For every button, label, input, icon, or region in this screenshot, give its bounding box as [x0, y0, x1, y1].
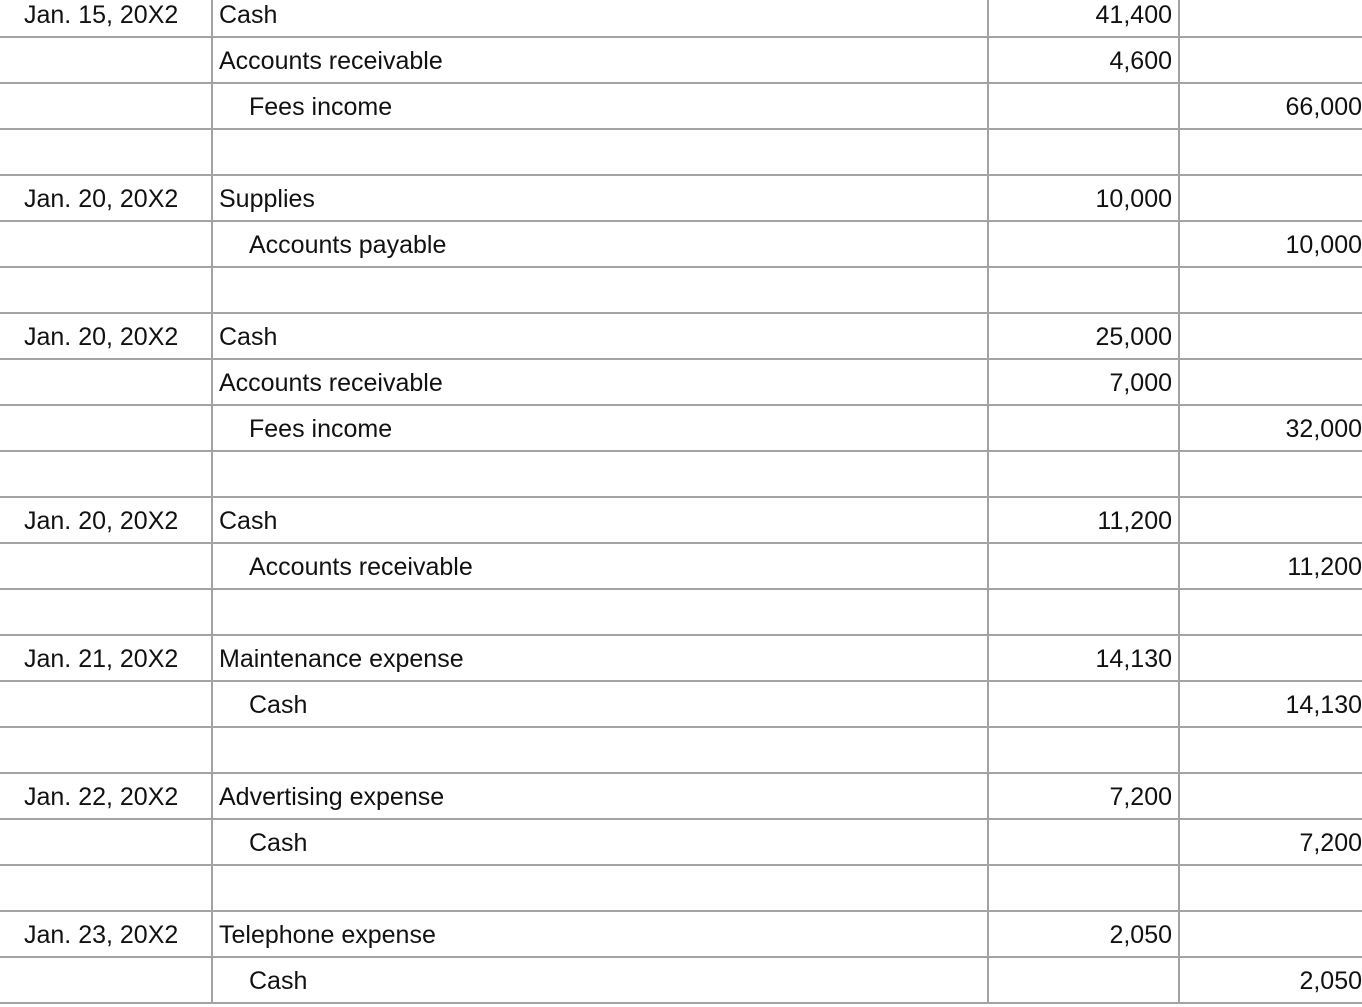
journal-row — [0, 84, 1362, 130]
entry-date — [0, 38, 211, 82]
entry-date — [0, 130, 211, 174]
credit-amount — [1178, 176, 1362, 220]
credit-account: Cash — [211, 820, 987, 864]
entry-date: Jan. 20, 20X2 — [24, 507, 179, 535]
credit-amount: 32,000 — [1178, 406, 1362, 450]
debit-amount — [987, 682, 1178, 726]
credit-amount — [1178, 636, 1362, 680]
credit-account: Accounts receivable — [211, 544, 987, 588]
debit-account: Cash — [211, 498, 987, 542]
debit-account — [211, 728, 987, 772]
debit-amount: 14,130 — [987, 636, 1178, 680]
journal-row — [0, 682, 1362, 728]
debit-account: Cash — [211, 0, 987, 36]
debit-account: Accounts receivable — [211, 38, 987, 82]
credit-amount — [1178, 590, 1362, 634]
debit-amount — [987, 544, 1178, 588]
journal-row — [0, 452, 1362, 498]
debit-amount: 2,050 — [987, 912, 1178, 956]
debit-amount: 7,200 — [987, 774, 1178, 818]
credit-amount: 11,200 — [1178, 544, 1362, 588]
credit-account: Fees income — [211, 84, 987, 128]
journal-row — [0, 544, 1362, 590]
entry-date — [0, 682, 211, 726]
debit-account: Cash — [211, 314, 987, 358]
credit-amount — [1178, 774, 1362, 818]
entry-date: Jan. 20, 20X2 — [24, 185, 179, 213]
entry-date — [0, 268, 211, 312]
credit-amount — [1178, 728, 1362, 772]
credit-amount — [1178, 130, 1362, 174]
entry-date — [0, 84, 211, 128]
credit-amount — [1178, 912, 1362, 956]
entry-date — [0, 958, 211, 1002]
journal-row — [0, 268, 1362, 314]
debit-amount — [987, 84, 1178, 128]
journal-row — [0, 774, 1362, 820]
entry-date — [0, 590, 211, 634]
debit-account: Supplies — [211, 176, 987, 220]
entry-date — [0, 406, 211, 450]
entry-date: Jan. 22, 20X2 — [24, 783, 179, 811]
debit-account — [211, 130, 987, 174]
debit-amount: 7,000 — [987, 360, 1178, 404]
entry-date — [0, 222, 211, 266]
debit-amount — [987, 958, 1178, 1002]
debit-amount — [987, 590, 1178, 634]
credit-account: Fees income — [211, 406, 987, 450]
journal-row — [0, 176, 1362, 222]
debit-amount: 10,000 — [987, 176, 1178, 220]
debit-account: Maintenance expense — [211, 636, 987, 680]
debit-amount: 4,600 — [987, 38, 1178, 82]
journal-row — [0, 130, 1362, 176]
journal-row — [0, 590, 1362, 636]
credit-amount — [1178, 0, 1362, 36]
journal-row — [0, 406, 1362, 452]
credit-account: Cash — [211, 682, 987, 726]
debit-account — [211, 590, 987, 634]
credit-amount: 2,050 — [1178, 958, 1362, 1002]
credit-amount: 14,130 — [1178, 682, 1362, 726]
entry-date — [0, 866, 211, 910]
debit-amount — [987, 268, 1178, 312]
debit-amount — [987, 820, 1178, 864]
debit-amount: 11,200 — [987, 498, 1178, 542]
journal-row — [0, 728, 1362, 774]
journal-row — [0, 360, 1362, 406]
entry-date: Jan. 21, 20X2 — [24, 645, 179, 673]
journal-row — [0, 38, 1362, 84]
debit-amount — [987, 452, 1178, 496]
debit-account — [211, 866, 987, 910]
entry-date — [0, 360, 211, 404]
debit-amount: 41,400 — [987, 0, 1178, 36]
credit-amount — [1178, 452, 1362, 496]
debit-account: Advertising expense — [211, 774, 987, 818]
journal-row — [0, 912, 1362, 958]
debit-amount — [987, 130, 1178, 174]
entry-date: Jan. 23, 20X2 — [24, 921, 179, 949]
credit-amount: 66,000 — [1178, 84, 1362, 128]
credit-account: Cash — [211, 958, 987, 1002]
credit-amount — [1178, 268, 1362, 312]
entry-date: Jan. 20, 20X2 — [24, 323, 179, 351]
debit-amount: 25,000 — [987, 314, 1178, 358]
entry-date — [0, 820, 211, 864]
debit-amount — [987, 406, 1178, 450]
entry-date: Jan. 15, 20X2 — [24, 1, 179, 29]
debit-amount — [987, 866, 1178, 910]
credit-amount: 7,200 — [1178, 820, 1362, 864]
journal-row — [0, 498, 1362, 544]
journal-row — [0, 0, 1362, 38]
debit-account — [211, 452, 987, 496]
journal-row — [0, 222, 1362, 268]
debit-account: Telephone expense — [211, 912, 987, 956]
debit-amount — [987, 222, 1178, 266]
entry-date — [0, 544, 211, 588]
credit-amount — [1178, 38, 1362, 82]
credit-amount — [1178, 360, 1362, 404]
entry-date — [0, 452, 211, 496]
debit-account: Accounts receivable — [211, 360, 987, 404]
debit-account — [211, 268, 987, 312]
entry-date — [0, 728, 211, 772]
credit-amount: 10,000 — [1178, 222, 1362, 266]
credit-amount — [1178, 498, 1362, 542]
credit-account: Accounts payable — [211, 222, 987, 266]
journal-row — [0, 958, 1362, 1004]
journal-row — [0, 820, 1362, 866]
credit-amount — [1178, 866, 1362, 910]
journal-row — [0, 314, 1362, 360]
journal-row — [0, 866, 1362, 912]
credit-amount — [1178, 314, 1362, 358]
journal-row — [0, 636, 1362, 682]
debit-amount — [987, 728, 1178, 772]
